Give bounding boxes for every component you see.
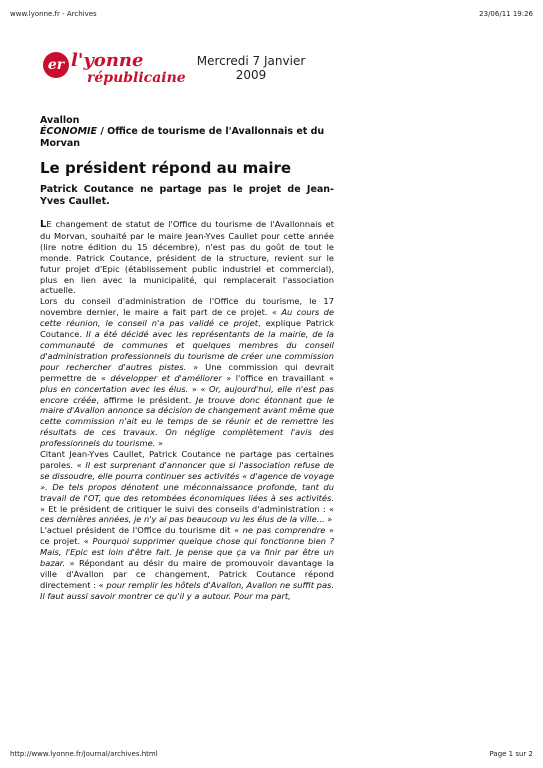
text-run: » l'office en travaillant « [221,372,334,383]
text-run: Lors du conseil d'administration de l'Office du tourisme, le 17 novembre dernier, le maire a fait part de ce projet. « [40,296,334,318]
article-body [40,219,334,602]
rubric-subject: / Office de tourisme de l'Avallonnais et du Morvan [40,126,325,149]
text-run: » [324,514,333,525]
print-footer-page: Page 1 sur 2 [489,750,533,758]
quote-run: Or, aujourd'hui, elle n'est pas encore créée [40,383,334,405]
text-run: » « [188,383,210,394]
publication-date-line-1: Mercredi 7 Janvier [196,54,306,68]
newspaper-logo [43,50,193,92]
quote-run: ne pas comprendre [242,525,326,536]
logo-line-2: républicaine [87,70,186,86]
text-run: , explique Patrick Coutance. [40,318,334,340]
article-paragraph [40,525,334,601]
quote-run: Je trouve donc étonnant que le maire d'Avallon annonce sa décision de changement avant même que cette commission n'ait eu le temps de se réunir et de remettre les résultats de ces travaux. On néglige complètement l'avis des professionnels du tourisme. [40,394,334,449]
article-paragraph [40,219,334,296]
article-paragraph [40,296,334,449]
logo-line-1: l'yonne [71,50,144,71]
article-rubric [40,126,350,150]
print-header-datetime: 23/06/11 19:26 [479,10,533,18]
print-header-url: www.lyonne.fr - Archives [10,10,97,18]
quote-run: développer et d'améliorer [110,372,222,383]
text-run: L'actuel président de l'Office du tourisme dit « [40,525,243,536]
article-paragraph [40,449,334,525]
quote-run: plus en concertation avec les élus. [40,383,189,394]
quote-run: Il est surprenant d'annoncer que si l'association refuse de se dissoudre, elle pourra continuer ses activités « d'agence de voyage ». De tels propos dénotent une méconnaissance profonde, tant du travail de l'OT, que des retombées économiques liées à ses activités. [40,459,334,503]
article-location: Avallon [40,115,80,126]
text-run: Citant Jean-Yves Caullet, Patrick Coutance ne partage pas certaines paroles. « [40,449,334,470]
article-title: Le président répond au maire [40,159,292,177]
quote-run: ces dernières années, je n'y ai pas beaucoup vu les élus de la ville... [40,514,325,525]
text-run: » Une commission qui devrait permettre de « [40,361,334,383]
text-run: » ce projet. « [40,525,334,547]
rubric-section: ÉCONOMIE [40,126,98,137]
text-run: » Et le président de critiquer le suivi des conseils d'administration : « [40,503,334,514]
quote-run: Il a été décidé avec les représentants de la mairie, de la communauté de communes et quelques membres du conseil d'administration professionnels du tourisme de créer une commission pour rechercher d'autres pistes. [40,329,334,372]
text-run: , affirme le président. [96,394,196,405]
print-footer-url: http://www.lyonne.fr/journal/archives.html [10,750,158,758]
article-lead: Patrick Coutance ne partage pas le projet de Jean-Yves Caullet. [40,184,334,207]
logo-badge: er [43,52,69,78]
quote-run: Pourquoi supprimer quelque chose qui fonctionne bien ? Mais, l'Epic est loin d'être fait. Je pense que ça va finir par être un bazar. [40,536,334,569]
quote-run: pour remplir les hôtels d'Avallon, Avallon ne suffit pas. Il faut aussi savoir montrer ce qu'il y a autour. Pour ma part, [40,579,334,601]
drop-cap: L [40,219,47,230]
text-run: E changement de statut de l'Office du tourisme de l'Avallonnais et du Morvan, souhaité par le maire Jean-Yves Caullet pour cette année (lire notre édition du 15 décembre), n'est pas du goût de tout le monde. Patrick Coutance, président de la structure, revient sur le futur projet d'Epic (établissement public industriel et commercial), plus en lien avec la municipalité, qui remplacerait l'association actuelle. [40,219,334,296]
quote-run: Au cours de cette réunion, le conseil n'a pas validé ce projet [40,307,334,329]
publication-date-line-2: 2009 [235,68,267,82]
text-run: » Répondant au désir du maire de promouvoir davantage la ville d'Avallon par ce changement, Patrick Coutance répond directement : « [40,558,334,590]
publication-date [190,54,312,82]
text-run: » [155,438,164,449]
